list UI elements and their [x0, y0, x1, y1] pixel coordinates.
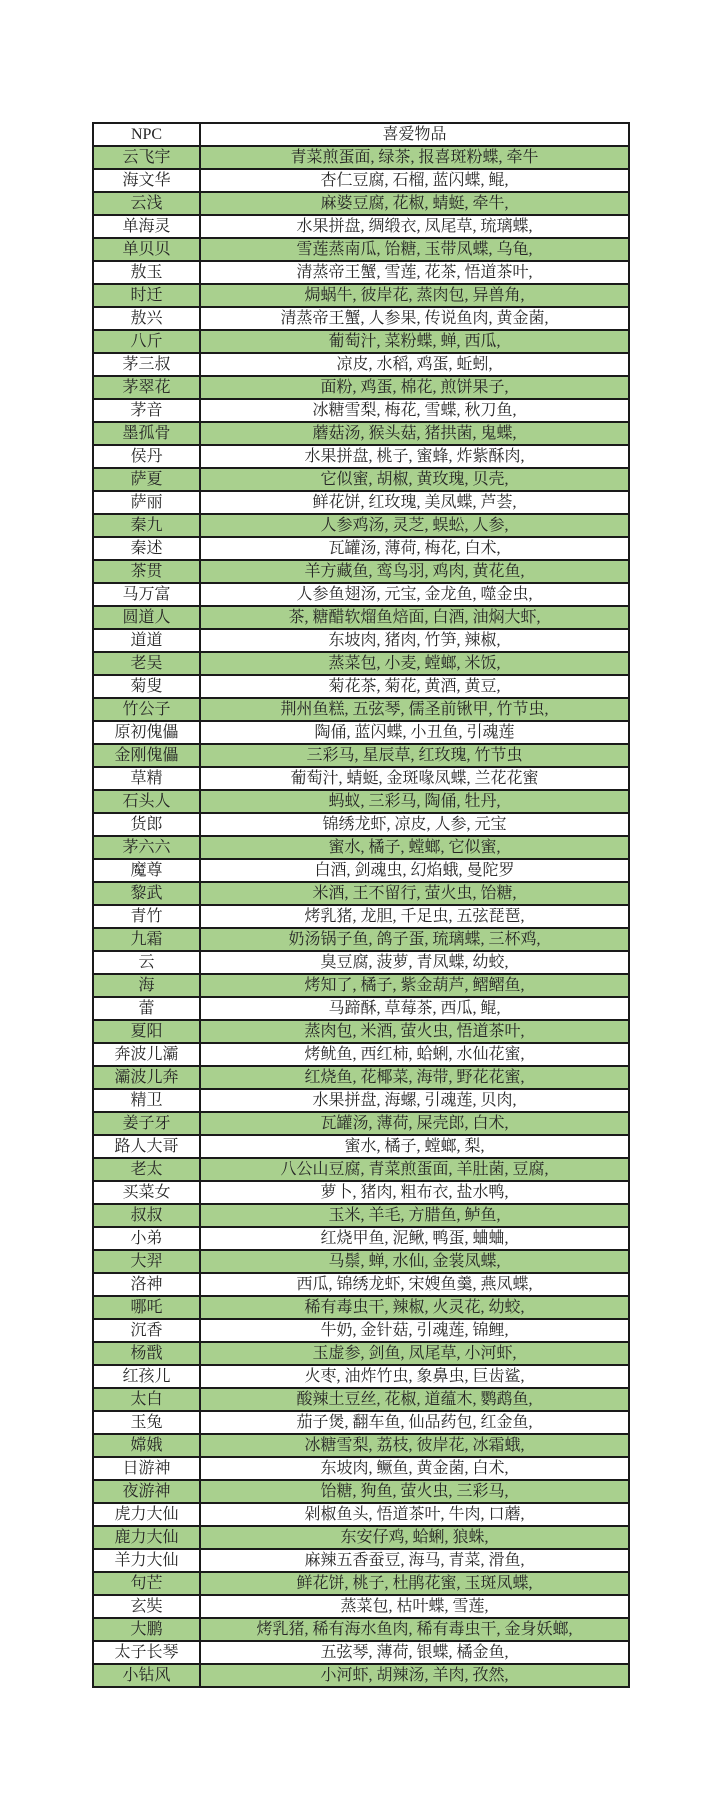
- table-row: [93, 1503, 629, 1526]
- table-row: [93, 353, 629, 376]
- favorite-items-cell: 清蒸帝王蟹, 人参果, 传说鱼肉, 黄金菌,: [200, 307, 629, 330]
- favorite-items-cell: 雪莲蒸南瓜, 饴糖, 玉带凤蝶, 乌龟,: [200, 238, 629, 261]
- npc-name-cell: 货郎: [93, 813, 200, 836]
- favorite-items-cell: 东坡肉, 鳜鱼, 黄金菌, 白术,: [200, 1457, 629, 1480]
- header-npc: NPC: [93, 123, 200, 146]
- table-row: [93, 146, 629, 169]
- favorite-items-cell: 小河虾, 胡辣汤, 羊肉, 孜然,: [200, 1664, 629, 1687]
- npc-name-cell: 茅翠花: [93, 376, 200, 399]
- npc-name-cell: 九霜: [93, 928, 200, 951]
- favorite-items-cell: 蜜水, 橘子, 螳螂, 它似蜜,: [200, 836, 629, 859]
- favorite-items-cell: 麻婆豆腐, 花椒, 蜻蜓, 牵牛,: [200, 192, 629, 215]
- favorite-items-cell: 蘑菇汤, 猴头菇, 猪拱菌, 鬼蝶,: [200, 422, 629, 445]
- table-row: [93, 698, 629, 721]
- npc-name-cell: 小弟: [93, 1227, 200, 1250]
- npc-name-cell: 竹公子: [93, 698, 200, 721]
- npc-name-cell: 魔尊: [93, 859, 200, 882]
- table-row: [93, 1618, 629, 1641]
- table-row: [93, 1181, 629, 1204]
- npc-name-cell: 云: [93, 951, 200, 974]
- table-row: [93, 1549, 629, 1572]
- npc-name-cell: 叔叔: [93, 1204, 200, 1227]
- favorite-items-cell: 饴糖, 狗鱼, 萤火虫, 三彩马,: [200, 1480, 629, 1503]
- npc-name-cell: 黎武: [93, 882, 200, 905]
- npc-name-cell: 青竹: [93, 905, 200, 928]
- npc-name-cell: 句芒: [93, 1572, 200, 1595]
- favorite-items-cell: 马鬃, 蝉, 水仙, 金裳凤蝶,: [200, 1250, 629, 1273]
- table-row: [93, 445, 629, 468]
- table-row: [93, 1572, 629, 1595]
- table-row: [93, 1066, 629, 1089]
- table-row: [93, 192, 629, 215]
- table-row: [93, 790, 629, 813]
- table-row: [93, 652, 629, 675]
- table-row: [93, 1319, 629, 1342]
- favorite-items-cell: 红烧鱼, 花椰菜, 海带, 野花花蜜,: [200, 1066, 629, 1089]
- npc-name-cell: 侯丹: [93, 445, 200, 468]
- table-row: [93, 1020, 629, 1043]
- table-row: [93, 1089, 629, 1112]
- table-row: [93, 215, 629, 238]
- npc-name-cell: 海文华: [93, 169, 200, 192]
- npc-name-cell: 玉兔: [93, 1411, 200, 1434]
- favorite-items-cell: 蒸菜包, 小麦, 螳螂, 米饭,: [200, 652, 629, 675]
- favorite-items-cell: 玉虚参, 剑鱼, 凤尾草, 小河虾,: [200, 1342, 629, 1365]
- table-row: [93, 1296, 629, 1319]
- table-row: [93, 767, 629, 790]
- favorite-items-cell: 杏仁豆腐, 石榴, 蓝闪蝶, 鲲,: [200, 169, 629, 192]
- npc-name-cell: 夏阳: [93, 1020, 200, 1043]
- favorite-items-cell: 臭豆腐, 菠萝, 青凤蝶, 幼蛟,: [200, 951, 629, 974]
- table-row: [93, 284, 629, 307]
- table-row: [93, 1227, 629, 1250]
- npc-name-cell: 时迁: [93, 284, 200, 307]
- table-row: [93, 422, 629, 445]
- npc-name-cell: 墨孤骨: [93, 422, 200, 445]
- favorite-items-cell: 水果拼盘, 海螺, 引魂莲, 贝肉,: [200, 1089, 629, 1112]
- npc-name-cell: 原初傀儡: [93, 721, 200, 744]
- table-row: [93, 491, 629, 514]
- npc-name-cell: 哪吒: [93, 1296, 200, 1319]
- favorite-items-cell: 陶俑, 蓝闪蝶, 小丑鱼, 引魂莲: [200, 721, 629, 744]
- table-row: [93, 1411, 629, 1434]
- npc-name-cell: 小钻风: [93, 1664, 200, 1687]
- table-row: [93, 836, 629, 859]
- favorite-items-cell: 葡萄汁, 菜粉蝶, 蝉, 西瓜,: [200, 330, 629, 353]
- npc-name-cell: 云飞宇: [93, 146, 200, 169]
- npc-name-cell: 大鹏: [93, 1618, 200, 1641]
- npc-name-cell: 灞波儿奔: [93, 1066, 200, 1089]
- npc-name-cell: 海: [93, 974, 200, 997]
- favorite-items-cell: 东安仔鸡, 蛤蜊, 狼蛛,: [200, 1526, 629, 1549]
- favorite-items-cell: 马蹄酥, 草莓茶, 西瓜, 鲲,: [200, 997, 629, 1020]
- npc-name-cell: 茅三叔: [93, 353, 200, 376]
- table-row: [93, 238, 629, 261]
- favorite-items-cell: 萝卜, 猪肉, 粗布衣, 盐水鸭,: [200, 1181, 629, 1204]
- table-row: [93, 1273, 629, 1296]
- npc-name-cell: 茅六六: [93, 836, 200, 859]
- table-row: [93, 675, 629, 698]
- npc-name-cell: 萨丽: [93, 491, 200, 514]
- favorite-items-cell: 水果拼盘, 桃子, 蜜蜂, 炸紫酥肉,: [200, 445, 629, 468]
- table-row: [93, 399, 629, 422]
- favorite-items-cell: 火枣, 油炸竹虫, 象鼻虫, 巨齿鲨,: [200, 1365, 629, 1388]
- table-row: [93, 721, 629, 744]
- npc-name-cell: 羊力大仙: [93, 1549, 200, 1572]
- table-header: [93, 123, 629, 146]
- favorite-items-cell: 茶, 糖醋软熘鱼焙面, 白酒, 油焖大虾,: [200, 606, 629, 629]
- favorite-items-cell: 稀有毒虫干, 辣椒, 火灵花, 幼蛟,: [200, 1296, 629, 1319]
- npc-name-cell: 蕾: [93, 997, 200, 1020]
- favorite-items-cell: 白酒, 剑魂虫, 幻焰蛾, 曼陀罗: [200, 859, 629, 882]
- favorite-items-cell: 鲜花饼, 红玫瑰, 美凤蝶, 芦荟,: [200, 491, 629, 514]
- favorite-items-cell: 蚂蚁, 三彩马, 陶俑, 牡丹,: [200, 790, 629, 813]
- favorite-items-cell: 蜜水, 橘子, 螳螂, 梨,: [200, 1135, 629, 1158]
- npc-name-cell: 太白: [93, 1388, 200, 1411]
- header-row: [93, 123, 629, 146]
- favorite-items-cell: 麻辣五香蚕豆, 海马, 青菜, 滑鱼,: [200, 1549, 629, 1572]
- npc-name-cell: 杨戬: [93, 1342, 200, 1365]
- favorite-items-cell: 瓦罐汤, 薄荷, 梅花, 白术,: [200, 537, 629, 560]
- favorite-items-cell: 奶汤锅子鱼, 鸽子蛋, 琉璃蝶, 三杯鸡,: [200, 928, 629, 951]
- npc-name-cell: 路人大哥: [93, 1135, 200, 1158]
- favorite-items-cell: 人参鸡汤, 灵芝, 蜈蚣, 人参,: [200, 514, 629, 537]
- favorite-items-cell: 东坡肉, 猪肉, 竹笋, 辣椒,: [200, 629, 629, 652]
- favorite-items-cell: 牛奶, 金针菇, 引魂莲, 锦鲤,: [200, 1319, 629, 1342]
- table-row: [93, 1641, 629, 1664]
- table-row: [93, 1135, 629, 1158]
- favorite-items-cell: 菊花茶, 菊花, 黄酒, 黄豆,: [200, 675, 629, 698]
- npc-name-cell: 秦九: [93, 514, 200, 537]
- table-row: [93, 1388, 629, 1411]
- npc-name-cell: 鹿力大仙: [93, 1526, 200, 1549]
- table-row: [93, 882, 629, 905]
- table-row: [93, 1043, 629, 1066]
- favorite-items-cell: 酸辣土豆丝, 花椒, 道蕴木, 鹦鹉鱼,: [200, 1388, 629, 1411]
- table-row: [93, 560, 629, 583]
- npc-name-cell: 敖兴: [93, 307, 200, 330]
- favorite-items-cell: 人参鱼翅汤, 元宝, 金龙鱼, 噬金虫,: [200, 583, 629, 606]
- table-body: [93, 146, 629, 1687]
- favorite-items-cell: 蒸菜包, 枯叶蝶, 雪莲,: [200, 1595, 629, 1618]
- npc-name-cell: 金刚傀儡: [93, 744, 200, 767]
- npc-name-cell: 玄奘: [93, 1595, 200, 1618]
- favorite-items-cell: 烤知了, 橘子, 紫金葫芦, 鳛鳛鱼,: [200, 974, 629, 997]
- npc-name-cell: 道道: [93, 629, 200, 652]
- table-row: [93, 813, 629, 836]
- table-row: [93, 629, 629, 652]
- table-row: [93, 974, 629, 997]
- npc-name-cell: 洛神: [93, 1273, 200, 1296]
- favorite-items-cell: 三彩马, 星辰草, 红玫瑰, 竹节虫: [200, 744, 629, 767]
- table-row: [93, 859, 629, 882]
- table-row: [93, 997, 629, 1020]
- favorite-items-cell: 葡萄汁, 蜻蜓, 金斑喙凤蝶, 兰花花蜜: [200, 767, 629, 790]
- favorite-items-cell: 羊方藏鱼, 鸾鸟羽, 鸡肉, 黄花鱼,: [200, 560, 629, 583]
- favorite-items-cell: 剁椒鱼头, 悟道茶叶, 牛肉, 口蘑,: [200, 1503, 629, 1526]
- npc-name-cell: 红孩儿: [93, 1365, 200, 1388]
- table-row: [93, 1112, 629, 1135]
- npc-name-cell: 单贝贝: [93, 238, 200, 261]
- table-row: [93, 307, 629, 330]
- npc-name-cell: 奔波儿灞: [93, 1043, 200, 1066]
- table-row: [93, 169, 629, 192]
- npc-name-cell: 敖玉: [93, 261, 200, 284]
- table-row: [93, 1595, 629, 1618]
- favorite-items-cell: 烤乳猪, 稀有海水鱼肉, 稀有毒虫干, 金身妖螂,: [200, 1618, 629, 1641]
- favorite-items-cell: 焗蜗牛, 彼岸花, 蒸肉包, 异兽角,: [200, 284, 629, 307]
- table-row: [93, 1158, 629, 1181]
- npc-name-cell: 虎力大仙: [93, 1503, 200, 1526]
- favorite-items-cell: 清蒸帝王蟹, 雪莲, 花茶, 悟道茶叶,: [200, 261, 629, 284]
- table-row: [93, 905, 629, 928]
- npc-name-cell: 太子长琴: [93, 1641, 200, 1664]
- npc-name-cell: 菊叟: [93, 675, 200, 698]
- npc-name-cell: 草精: [93, 767, 200, 790]
- table-row: [93, 376, 629, 399]
- table-row: [93, 1342, 629, 1365]
- table-row: [93, 514, 629, 537]
- table-row: [93, 1434, 629, 1457]
- table-row: [93, 1480, 629, 1503]
- npc-name-cell: 老太: [93, 1158, 200, 1181]
- npc-name-cell: 云浅: [93, 192, 200, 215]
- npc-name-cell: 沉香: [93, 1319, 200, 1342]
- favorite-items-cell: 五弦琴, 薄荷, 银蝶, 橘金鱼,: [200, 1641, 629, 1664]
- favorite-items-cell: 烤乳猪, 龙胆, 千足虫, 五弦琵琶,: [200, 905, 629, 928]
- table-row: [93, 1457, 629, 1480]
- npc-name-cell: 夜游神: [93, 1480, 200, 1503]
- table-row: [93, 744, 629, 767]
- table-row: [93, 1526, 629, 1549]
- npc-name-cell: 大羿: [93, 1250, 200, 1273]
- table-row: [93, 928, 629, 951]
- npc-name-cell: 石头人: [93, 790, 200, 813]
- table-row: [93, 606, 629, 629]
- favorite-items-cell: 水果拼盘, 绸缎衣, 凤尾草, 琉璃蝶,: [200, 215, 629, 238]
- favorite-items-cell: 冰糖雪梨, 梅花, 雪蝶, 秋刀鱼,: [200, 399, 629, 422]
- npc-name-cell: 秦述: [93, 537, 200, 560]
- npc-favorites-grid: [92, 122, 630, 1688]
- npc-name-cell: 精卫: [93, 1089, 200, 1112]
- npc-name-cell: 单海灵: [93, 215, 200, 238]
- npc-name-cell: 买菜女: [93, 1181, 200, 1204]
- table-row: [93, 583, 629, 606]
- table-row: [93, 468, 629, 491]
- favorite-items-cell: 冰糖雪梨, 荔枝, 彼岸花, 冰霜蛾,: [200, 1434, 629, 1457]
- favorite-items-cell: 八公山豆腐, 青菜煎蛋面, 羊肚菌, 豆腐,: [200, 1158, 629, 1181]
- table-row: [93, 951, 629, 974]
- npc-favorites-table: [92, 122, 630, 1688]
- table-row: [93, 1365, 629, 1388]
- favorite-items-cell: 凉皮, 水稻, 鸡蛋, 蚯蚓,: [200, 353, 629, 376]
- table-row: [93, 330, 629, 353]
- table-row: [93, 1250, 629, 1273]
- favorite-items-cell: 荆州鱼糕, 五弦琴, 儒圣前锹甲, 竹节虫,: [200, 698, 629, 721]
- favorite-items-cell: 玉米, 羊毛, 方腊鱼, 鲈鱼,: [200, 1204, 629, 1227]
- npc-name-cell: 嫦娥: [93, 1434, 200, 1457]
- favorite-items-cell: 鲜花饼, 桃子, 杜鹃花蜜, 玉斑凤蝶,: [200, 1572, 629, 1595]
- npc-name-cell: 马万富: [93, 583, 200, 606]
- favorite-items-cell: 红烧甲鱼, 泥鳅, 鸭蛋, 蛐蛐,: [200, 1227, 629, 1250]
- table-row: [93, 1204, 629, 1227]
- favorite-items-cell: 西瓜, 锦绣龙虾, 宋嫂鱼羹, 燕凤蝶,: [200, 1273, 629, 1296]
- npc-name-cell: 茶贯: [93, 560, 200, 583]
- favorite-items-cell: 面粉, 鸡蛋, 棉花, 煎饼果子,: [200, 376, 629, 399]
- npc-name-cell: 八斤: [93, 330, 200, 353]
- favorite-items-cell: 瓦罐汤, 薄荷, 屎壳郎, 白术,: [200, 1112, 629, 1135]
- favorite-items-cell: 蒸肉包, 米酒, 萤火虫, 悟道茶叶,: [200, 1020, 629, 1043]
- npc-name-cell: 姜子牙: [93, 1112, 200, 1135]
- npc-name-cell: 圆道人: [93, 606, 200, 629]
- favorite-items-cell: 米酒, 王不留行, 萤火虫, 饴糖,: [200, 882, 629, 905]
- npc-name-cell: 老吴: [93, 652, 200, 675]
- favorite-items-cell: 茄子煲, 翻车鱼, 仙品药包, 红金鱼,: [200, 1411, 629, 1434]
- npc-name-cell: 萨夏: [93, 468, 200, 491]
- favorite-items-cell: 烤鱿鱼, 西红柿, 蛤蜊, 水仙花蜜,: [200, 1043, 629, 1066]
- table-row: [93, 1664, 629, 1687]
- favorite-items-cell: 青菜煎蛋面, 绿茶, 报喜斑粉蝶, 牵牛: [200, 146, 629, 169]
- header-favorite-items: 喜爱物品: [200, 123, 629, 146]
- favorite-items-cell: 锦绣龙虾, 凉皮, 人参, 元宝: [200, 813, 629, 836]
- favorite-items-cell: 它似蜜, 胡椒, 黄玫瑰, 贝壳,: [200, 468, 629, 491]
- npc-name-cell: 茅音: [93, 399, 200, 422]
- table-row: [93, 261, 629, 284]
- table-row: [93, 537, 629, 560]
- npc-name-cell: 日游神: [93, 1457, 200, 1480]
